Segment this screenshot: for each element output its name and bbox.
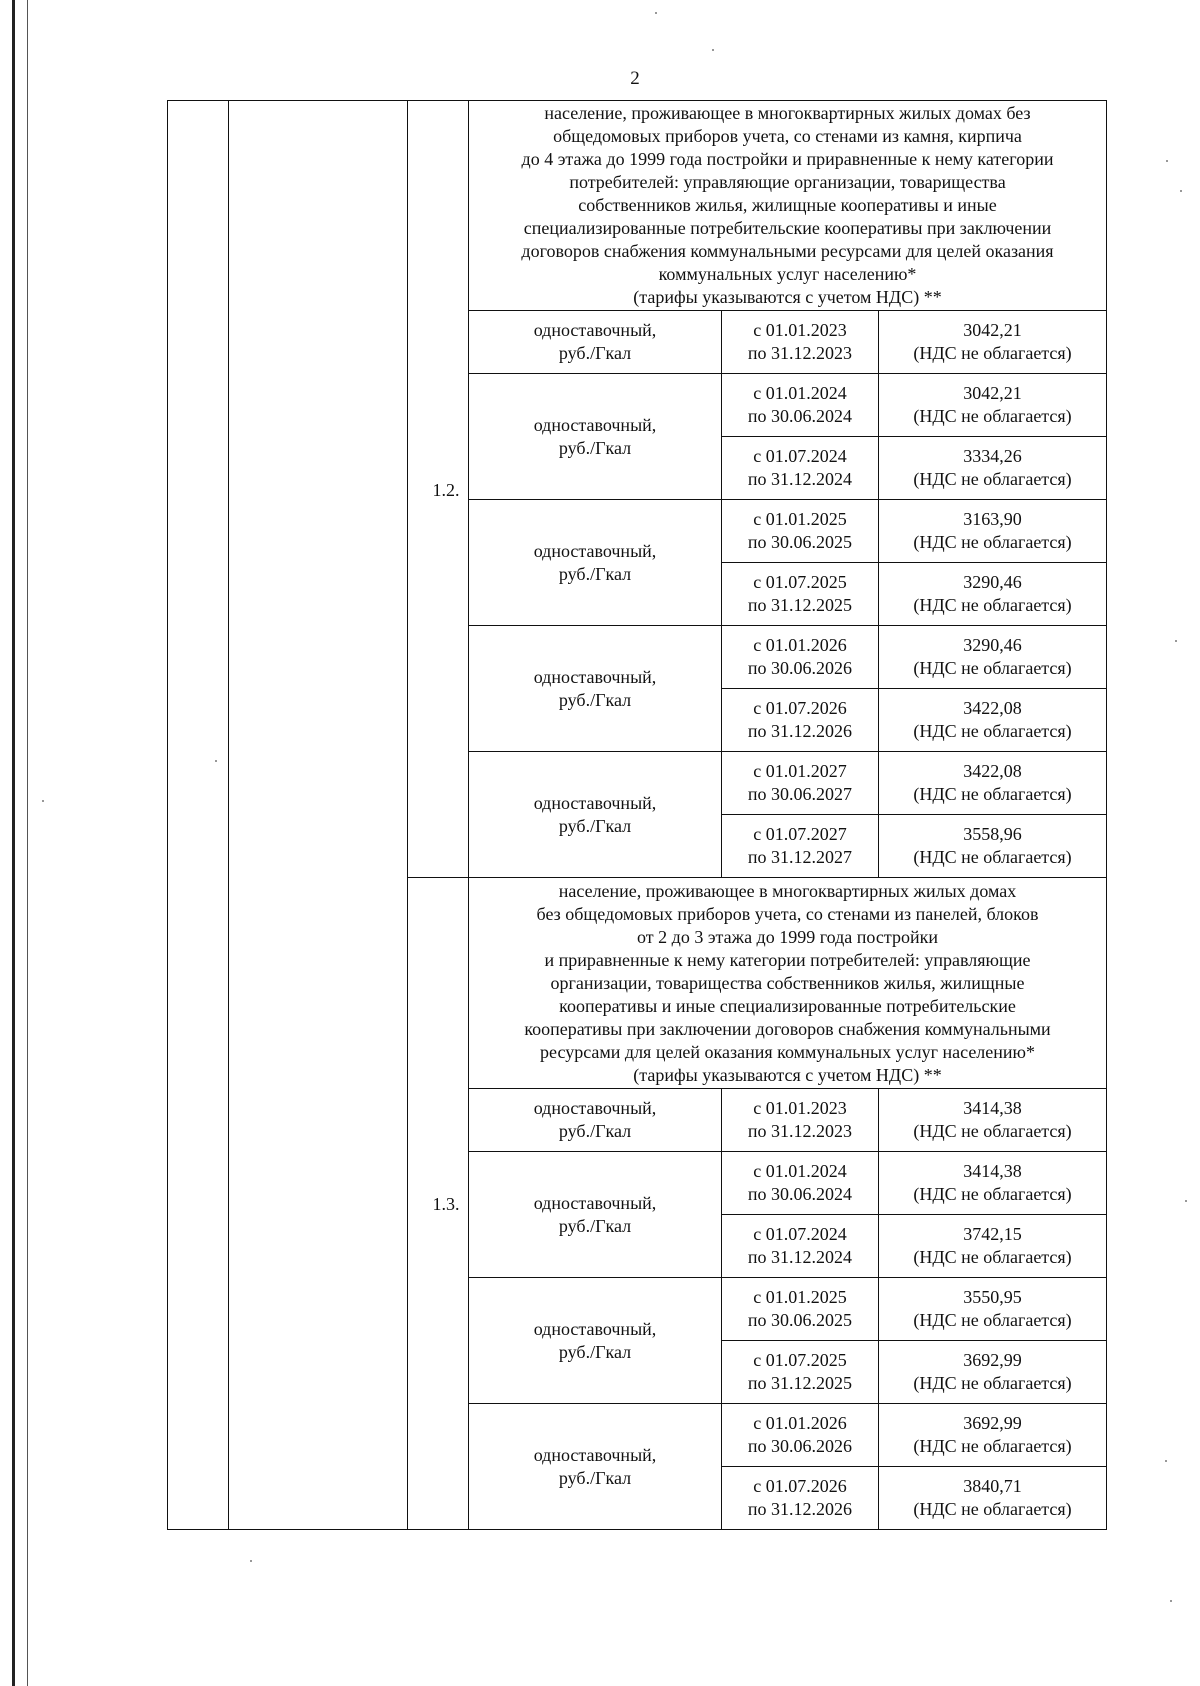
tariff-value-line: (НДС не облагается) xyxy=(913,1373,1072,1393)
period-cell xyxy=(722,374,879,437)
section-number: 1.2. xyxy=(408,101,469,878)
period-line: по 31.12.2023 xyxy=(747,343,853,363)
period-line: по 31.12.2025 xyxy=(747,1373,853,1393)
description-line: договоров снабжения коммунальными ресурсами для целей оказания xyxy=(521,241,1054,261)
tariff-type-line: одноставочный, xyxy=(533,320,657,340)
period-line: с 01.01.2025 xyxy=(753,509,847,529)
tariff-value-line: (НДС не облагается) xyxy=(913,784,1072,804)
scan-speck xyxy=(250,1560,252,1562)
tariff-value-line: (НДС не облагается) xyxy=(913,1436,1072,1456)
description-line: (тарифы указываются с учетом НДС) ** xyxy=(633,1064,942,1085)
tariff-type-cell xyxy=(469,374,722,500)
tariff-value-line: 3422,08 xyxy=(963,761,1022,781)
period-cell xyxy=(722,500,879,563)
tariff-type-line: руб./Гкал xyxy=(558,1341,632,1362)
description-line: ресурсами для целей оказания коммунальных услуг населению* xyxy=(540,1041,1035,1062)
period-line: с 01.01.2026 xyxy=(753,635,847,655)
blank-column-2 xyxy=(229,101,408,1530)
tariff-type-line: одноставочный, xyxy=(533,540,657,561)
tariff-type-cell xyxy=(469,1152,722,1278)
tariff-value-cell xyxy=(879,1152,1107,1215)
tariff-value-cell xyxy=(879,815,1107,878)
tariff-type-line: руб./Гкал xyxy=(558,437,632,458)
scan-speck xyxy=(712,49,714,51)
scan-speck xyxy=(1166,160,1168,162)
description-line: (тарифы указываются с учетом НДС) ** xyxy=(633,287,942,307)
description-line: население, проживающее в многоквартирных жилых домах xyxy=(558,880,1017,901)
period-line: по 31.12.2026 xyxy=(747,721,853,741)
period-line: по 31.12.2023 xyxy=(747,1121,853,1141)
period-line: по 31.12.2026 xyxy=(747,1499,853,1519)
tariff-type-line: руб./Гкал xyxy=(558,689,632,710)
description-line: кооперативы и иные специализированные потребительские xyxy=(559,995,1016,1016)
scan-speck xyxy=(42,800,44,802)
scan-speck xyxy=(1175,640,1177,642)
description-line: от 2 до 3 этажа до 1999 года постройки xyxy=(637,926,938,947)
period-cell xyxy=(722,815,879,878)
period-line: с 01.01.2027 xyxy=(753,761,847,781)
tariff-type-line: одноставочный, xyxy=(533,1098,657,1118)
period-line: с 01.07.2025 xyxy=(753,1350,847,1370)
section-header-row xyxy=(168,101,1107,311)
tariff-value-cell xyxy=(879,1278,1107,1341)
tariff-value-line: 3042,21 xyxy=(963,320,1022,340)
tariff-value-line: 3290,46 xyxy=(963,635,1022,655)
scan-speck xyxy=(1170,1600,1172,1602)
scan-speck xyxy=(215,760,217,762)
tariff-value-line: 3422,08 xyxy=(963,698,1022,718)
description-line: население, проживающее в многоквартирных жилых домах без xyxy=(544,103,1031,123)
tariff-type-cell xyxy=(469,1278,722,1404)
period-line: по 31.12.2025 xyxy=(747,595,853,615)
tariff-type-cell xyxy=(469,1404,722,1530)
tariff-type-line: одноставочный, xyxy=(533,1192,657,1213)
tariff-value-cell xyxy=(879,1215,1107,1278)
tariff-value-cell xyxy=(879,1089,1107,1152)
period-line: по 30.06.2026 xyxy=(747,1436,853,1456)
tariff-value-cell xyxy=(879,1404,1107,1467)
tariff-value-cell xyxy=(879,626,1107,689)
tariff-type-line: одноставочный, xyxy=(533,792,657,813)
period-cell xyxy=(722,626,879,689)
tariff-type-cell xyxy=(469,311,722,374)
tariff-value-cell xyxy=(879,311,1107,374)
period-line: по 31.12.2024 xyxy=(747,469,853,489)
period-line: с 01.07.2026 xyxy=(753,698,847,718)
tariff-value-line: (НДС не облагается) xyxy=(913,532,1072,552)
tariff-type-line: руб./Гкал xyxy=(558,343,632,363)
period-cell xyxy=(722,437,879,500)
section-description xyxy=(469,878,1107,1089)
period-line: с 01.07.2026 xyxy=(753,1476,847,1496)
tariff-value-cell xyxy=(879,500,1107,563)
tariff-value-line: 3290,46 xyxy=(963,572,1022,592)
tariff-value-cell xyxy=(879,752,1107,815)
section-number: 1.3. xyxy=(408,878,469,1530)
period-line: с 01.07.2024 xyxy=(753,1224,847,1244)
tariff-value-cell xyxy=(879,1341,1107,1404)
scan-speck xyxy=(1180,190,1182,192)
period-cell xyxy=(722,1404,879,1467)
tariff-value-cell xyxy=(879,563,1107,626)
tariff-value-line: (НДС не облагается) xyxy=(913,658,1072,678)
tariff-value-line: 3042,21 xyxy=(963,383,1022,403)
period-cell xyxy=(722,752,879,815)
description-line: без общедомовых приборов учета, со стенами из панелей, блоков xyxy=(536,903,1039,924)
period-cell xyxy=(722,1278,879,1341)
tariff-type-line: руб./Гкал xyxy=(558,563,632,584)
period-line: по 30.06.2024 xyxy=(747,406,853,426)
description-line: общедомовых приборов учета, со стенами из камня, кирпича xyxy=(553,126,1022,146)
tariff-value-line: (НДС не облагается) xyxy=(913,1247,1072,1267)
period-line: с 01.01.2023 xyxy=(753,320,847,340)
period-cell xyxy=(722,1089,879,1152)
tariff-value-line: (НДС не облагается) xyxy=(913,847,1072,867)
period-line: по 30.06.2025 xyxy=(747,1310,853,1330)
period-cell xyxy=(722,1341,879,1404)
description-line: до 4 этажа до 1999 года постройки и приравненные к нему категории xyxy=(521,149,1054,169)
period-line: по 30.06.2025 xyxy=(747,532,853,552)
period-line: с 01.01.2025 xyxy=(753,1287,847,1307)
tariff-value-line: (НДС не облагается) xyxy=(913,406,1072,426)
tariff-type-line: одноставочный, xyxy=(533,666,657,687)
description-line: организации, товарищества собственников жилья, жилищные xyxy=(550,972,1025,993)
scan-edge-line xyxy=(12,0,15,1686)
description-line: и приравненные к нему категории потребителей: управляющие xyxy=(544,949,1031,970)
period-line: с 01.07.2027 xyxy=(753,824,847,844)
tariff-value-line: (НДС не облагается) xyxy=(913,1121,1072,1141)
section-description xyxy=(469,101,1107,311)
tariff-value-cell xyxy=(879,689,1107,752)
tariff-value-line: (НДС не облагается) xyxy=(913,1184,1072,1204)
tariff-value-line: 3742,15 xyxy=(963,1224,1022,1244)
period-cell xyxy=(722,563,879,626)
page-number: 2 xyxy=(630,68,640,89)
tariff-value-line: (НДС не облагается) xyxy=(913,595,1072,615)
tariff-value-line: 3414,38 xyxy=(963,1098,1022,1118)
period-line: по 30.06.2026 xyxy=(747,658,853,678)
scan-speck xyxy=(655,12,657,14)
tariff-type-line: руб./Гкал xyxy=(558,1467,632,1488)
tariff-value-line: 3558,96 xyxy=(963,824,1022,844)
tariff-value-line: 3550,95 xyxy=(963,1287,1022,1307)
tariff-value-line: 3414,38 xyxy=(963,1161,1022,1181)
tariff-type-line: одноставочный, xyxy=(533,1318,657,1339)
tariff-type-cell xyxy=(469,500,722,626)
tariff-value-line: (НДС не облагается) xyxy=(913,343,1072,363)
tariff-type-line: руб./Гкал xyxy=(558,1121,632,1141)
blank-column-1 xyxy=(168,101,229,1530)
tariff-type-line: одноставочный, xyxy=(533,1444,657,1465)
period-cell xyxy=(722,689,879,752)
tariff-value-cell xyxy=(879,1467,1107,1530)
tariff-value-line: 3692,99 xyxy=(963,1413,1022,1433)
tariff-type-line: руб./Гкал xyxy=(558,815,632,836)
period-cell xyxy=(722,1215,879,1278)
tariff-table xyxy=(167,100,1107,1530)
tariff-value-line: 3163,90 xyxy=(963,509,1022,529)
period-cell xyxy=(722,311,879,374)
description-line: коммунальных услуг населению* xyxy=(658,264,917,284)
period-line: по 30.06.2027 xyxy=(747,784,853,804)
period-line: по 31.12.2024 xyxy=(747,1247,853,1267)
tariff-value-cell xyxy=(879,437,1107,500)
period-line: с 01.01.2024 xyxy=(753,1161,847,1181)
tariff-value-line: (НДС не облагается) xyxy=(913,1499,1072,1519)
tariff-value-line: (НДС не облагается) xyxy=(913,1310,1072,1330)
description-line: собственников жилья, жилищные кооперативы и иные xyxy=(578,195,997,215)
tariff-type-cell xyxy=(469,1089,722,1152)
tariff-value-line: (НДС не облагается) xyxy=(913,721,1072,741)
tariff-type-cell xyxy=(469,626,722,752)
period-line: по 30.06.2024 xyxy=(747,1184,853,1204)
period-line: с 01.01.2026 xyxy=(753,1413,847,1433)
tariff-value-line: 3692,99 xyxy=(963,1350,1022,1370)
period-line: по 31.12.2027 xyxy=(747,847,853,867)
description-line: кооперативы при заключении договоров снабжения коммунальными xyxy=(524,1018,1051,1039)
period-line: с 01.07.2025 xyxy=(753,572,847,592)
description-line: специализированные потребительские кооперативы при заключении xyxy=(523,218,1052,238)
scan-speck xyxy=(1165,1460,1167,1462)
tariff-value-line: (НДС не облагается) xyxy=(913,469,1072,489)
tariff-type-cell xyxy=(469,752,722,878)
period-cell xyxy=(722,1467,879,1530)
period-line: с 01.01.2024 xyxy=(753,383,847,403)
period-cell xyxy=(722,1152,879,1215)
period-line: с 01.07.2024 xyxy=(753,446,847,466)
scan-speck xyxy=(1185,1200,1187,1202)
period-line: с 01.01.2023 xyxy=(753,1098,847,1118)
tariff-value-line: 3840,71 xyxy=(963,1476,1022,1496)
scan-edge-line xyxy=(27,0,28,1686)
tariff-type-line: руб./Гкал xyxy=(558,1215,632,1236)
tariff-value-line: 3334,26 xyxy=(963,446,1022,466)
tariff-type-line: одноставочный, xyxy=(533,414,657,435)
tariff-value-cell xyxy=(879,374,1107,437)
description-line: потребителей: управляющие организации, товарищества xyxy=(569,172,1006,192)
